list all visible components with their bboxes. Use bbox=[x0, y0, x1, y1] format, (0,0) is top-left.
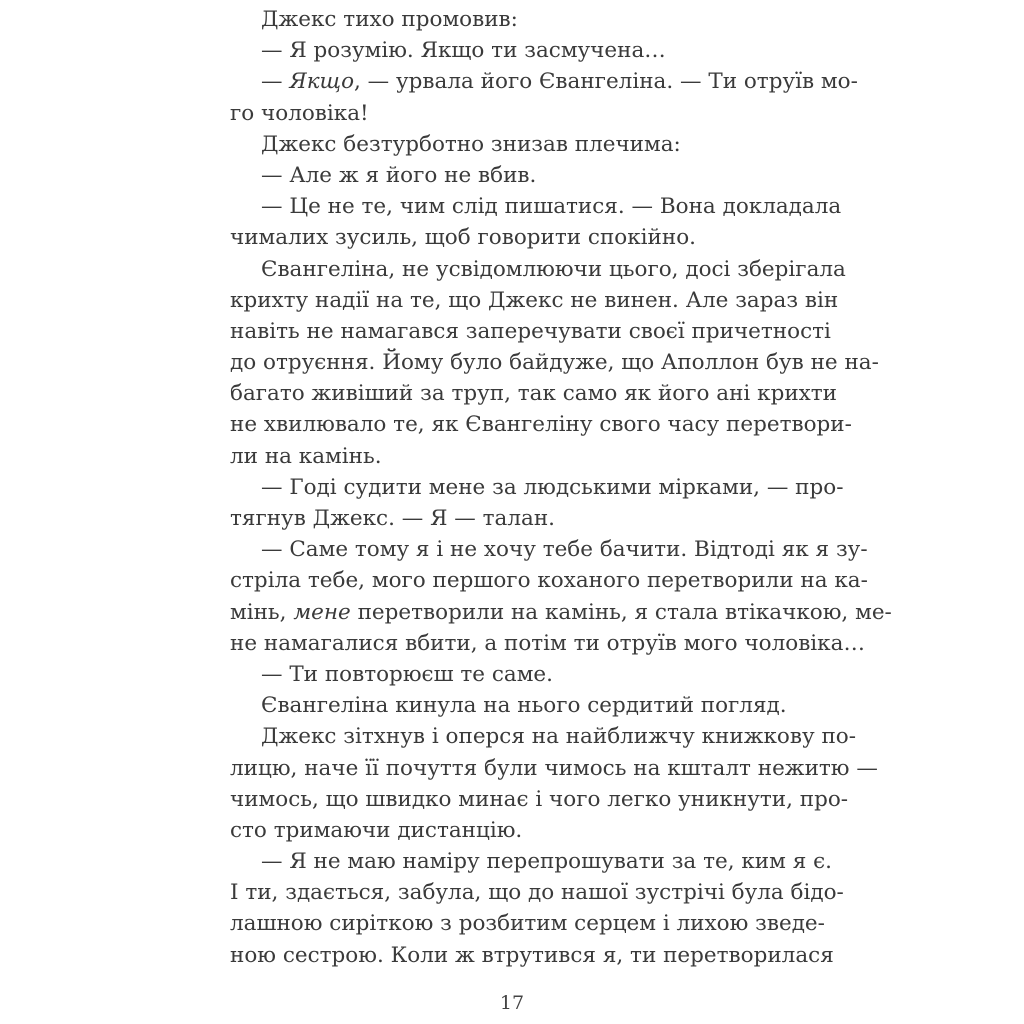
text-line: — Годі судити мене за людськими мірками, — про- bbox=[261, 474, 844, 500]
text-line: чималих зусиль, щоб говорити спокійно. bbox=[230, 225, 696, 251]
text-line-rest: перетворили на камінь, я стала втікачкою, ме- bbox=[350, 599, 892, 625]
text-line: — Ти повторюєш те саме. bbox=[261, 661, 553, 687]
text-line: І ти, здається, забула, що до нашої зустрічі була бідо- bbox=[230, 880, 844, 906]
text-line bbox=[230, 597, 892, 628]
text-line: — Я розумію. Якщо ти засмучена… bbox=[261, 38, 666, 64]
text-line: — Саме тому я і не хочу тебе бачити. Відтоді як я зу- bbox=[261, 537, 868, 563]
text-line: Євангеліна, не усвідомлюючи цього, досі зберігала bbox=[261, 256, 846, 282]
text-line: стріла тебе, мого першого коханого перетворили на ка- bbox=[230, 568, 868, 594]
italic-emphasis: Якщо bbox=[289, 69, 355, 95]
text-line: чимось, що швидко минає і чого легко уникнути, про- bbox=[230, 786, 849, 812]
text-line: — Але ж я його не вбив. bbox=[261, 162, 537, 188]
text-line: ною сестрою. Коли ж втрутився я, ти перетворилася bbox=[230, 942, 834, 968]
text-line: тягнув Джекс. — Я — талан. bbox=[230, 506, 555, 531]
text-line-lead: мінь, bbox=[230, 599, 294, 625]
text-line: лицю, наче її почуття були чимось на кшталт нежитю — bbox=[230, 755, 878, 781]
text-line: Джекс тихо промовив: bbox=[261, 7, 518, 32]
text-line: Джекс безтурботно знизав плечима: bbox=[261, 131, 681, 157]
text-line: Євангеліна кинула на нього сердитий погляд. bbox=[261, 693, 787, 719]
text-line bbox=[230, 66, 858, 97]
text-line: не хвилювало те, як Євангеліну свого часу перетвори- bbox=[230, 412, 852, 438]
text-line: навіть не намагався заперечувати своєї причетності bbox=[230, 318, 831, 344]
italic-emphasis: мене bbox=[293, 599, 351, 625]
text-line: лашною сиріткою з розбитим серцем і лихою зведе- bbox=[230, 911, 825, 937]
page-number: 17 bbox=[499, 992, 525, 1014]
text-line: до отруєння. Йому було байдуже, що Аполлон був не на- bbox=[230, 350, 879, 376]
text-line: ли на камінь. bbox=[230, 443, 382, 469]
text-line: го чоловіка! bbox=[230, 100, 369, 126]
text-line: — Я не маю наміру перепрошувати за те, ким я є. bbox=[261, 849, 832, 875]
text-line: багато живіший за труп, так само як його ані крихти bbox=[230, 381, 838, 407]
book-page-text bbox=[230, 4, 892, 971]
text-line: Джекс зітхнув і оперся на найближчу книжкову по- bbox=[261, 724, 856, 750]
text-line-lead: — bbox=[261, 69, 290, 95]
text-line: сто тримаючи дистанцію. bbox=[230, 817, 523, 843]
text-line: крихту надії на те, що Джекс не винен. Але зараз він bbox=[230, 287, 839, 313]
text-line: — Це не те, чим слід пишатися. — Вона докладала bbox=[261, 194, 842, 220]
text-line-rest: , — урвала його Євангеліна. — Ти отруїв мо- bbox=[354, 69, 858, 95]
text-line: не намагалися вбити, а потім ти отруїв мого чоловіка… bbox=[230, 630, 865, 656]
